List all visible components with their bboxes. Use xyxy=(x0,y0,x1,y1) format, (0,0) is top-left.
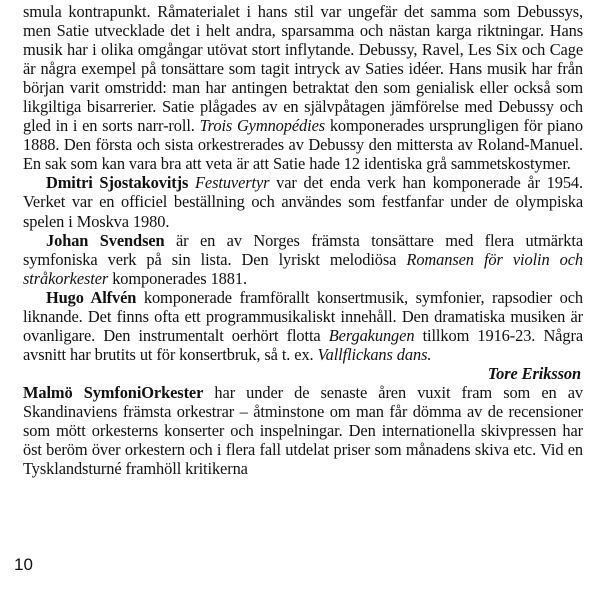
orchestra-name: Malmö SymfoniOrkester xyxy=(23,382,204,402)
shostakovich-text-2: var det enda verk han komponerade år 1954. Verket var en officiel beställning och användes som festfanfar under de olympiska spelen i Moskva 1980. xyxy=(23,173,584,231)
work-title-romansen: Romansen för violin och stråkorkester xyxy=(23,249,584,288)
paragraph-shostakovich xyxy=(23,173,583,230)
text-column xyxy=(23,2,583,478)
composer-name-svendsen: Johan Svendsen xyxy=(46,230,165,250)
shostakovich-text-1 xyxy=(188,173,195,192)
paragraph-alfven xyxy=(23,288,583,364)
work-title-festuvertyr: Festuvertyr xyxy=(195,173,270,193)
composer-name-shostakovich: Dmitri Sjostakovitjs xyxy=(46,173,189,193)
work-title-vallflickans-dans: Vallflickans dans. xyxy=(317,344,432,364)
satie-text-1: smula kontrapunkt. Råmaterialet i hans stil var ungefär det samma som Debussys, men Satie utvecklade det i helt andra, sparsamma och nästan karga riktningar. Hans musik har i olika omgångar utövat stort inflytande. Debussy, Ravel, Les Six och Cage är några exempel på tonsättare som tagit intryck av Saties idéer. Hans musik har från början varit omstridd: man har antingen betraktat den som genialisk eller också som likgiltiga bisarrerier. Satie plågades av en självpåtagen jämförelse med Debussy och gled in i en sorts narr-roll. xyxy=(23,2,583,136)
paragraph-malmo xyxy=(23,383,583,478)
paragraph-svendsen xyxy=(23,231,583,288)
svendsen-text-2: komponerades 1881. xyxy=(108,268,247,288)
composer-name-alfven: Hugo Alfvén xyxy=(46,287,137,307)
work-title-bergakungen: Bergakungen xyxy=(328,325,415,345)
alfven-text-2: tillkom 1916-23. Några avsnitt har brutits ut för konsertbruk, så t. ex. xyxy=(23,325,583,364)
satie-text-2: komponerades ursprungligen för piano 1888. Den första och sista orkestrerades av Debussy den mittersta av Roland-Manuel. En sak som kan vara bra att veta är att Satie hade 12 identiska grå sammetskostymer. xyxy=(23,116,583,174)
work-title-trois-gymnopedies: Trois Gymnopédies xyxy=(199,116,326,136)
page-number: 10 xyxy=(14,555,33,574)
malmo-text-1: har under de senaste åren vuxit fram som en av Skandinaviens främsta orkestrar – åtminstone om man får dömma av de recensioner som mött orkesterns konserter och inspelningar. Den internationella skivpressen har öst beröm över orkestern och i flera fall utdelat priser som månadens skiva etc. Vid en Tysklandsturné framhöll kritikerna xyxy=(23,382,584,479)
author-signature: Tore Eriksson xyxy=(487,363,581,383)
paragraph-satie xyxy=(23,2,583,173)
svendsen-text-1: är en av Norges främsta tonsättare med flera utmärkta symfoniska verk på sin lista. Den lyriskt melodiösa xyxy=(23,230,583,269)
alfven-text-1: komponerade framförallt konsertmusik, symfonier, rapsodier och liknande. Det finns ofta ett programmusikaliskt innehåll. Den dramatiska musiken är ovanligare. Den instrumentalt oerhört flotta xyxy=(23,287,583,345)
